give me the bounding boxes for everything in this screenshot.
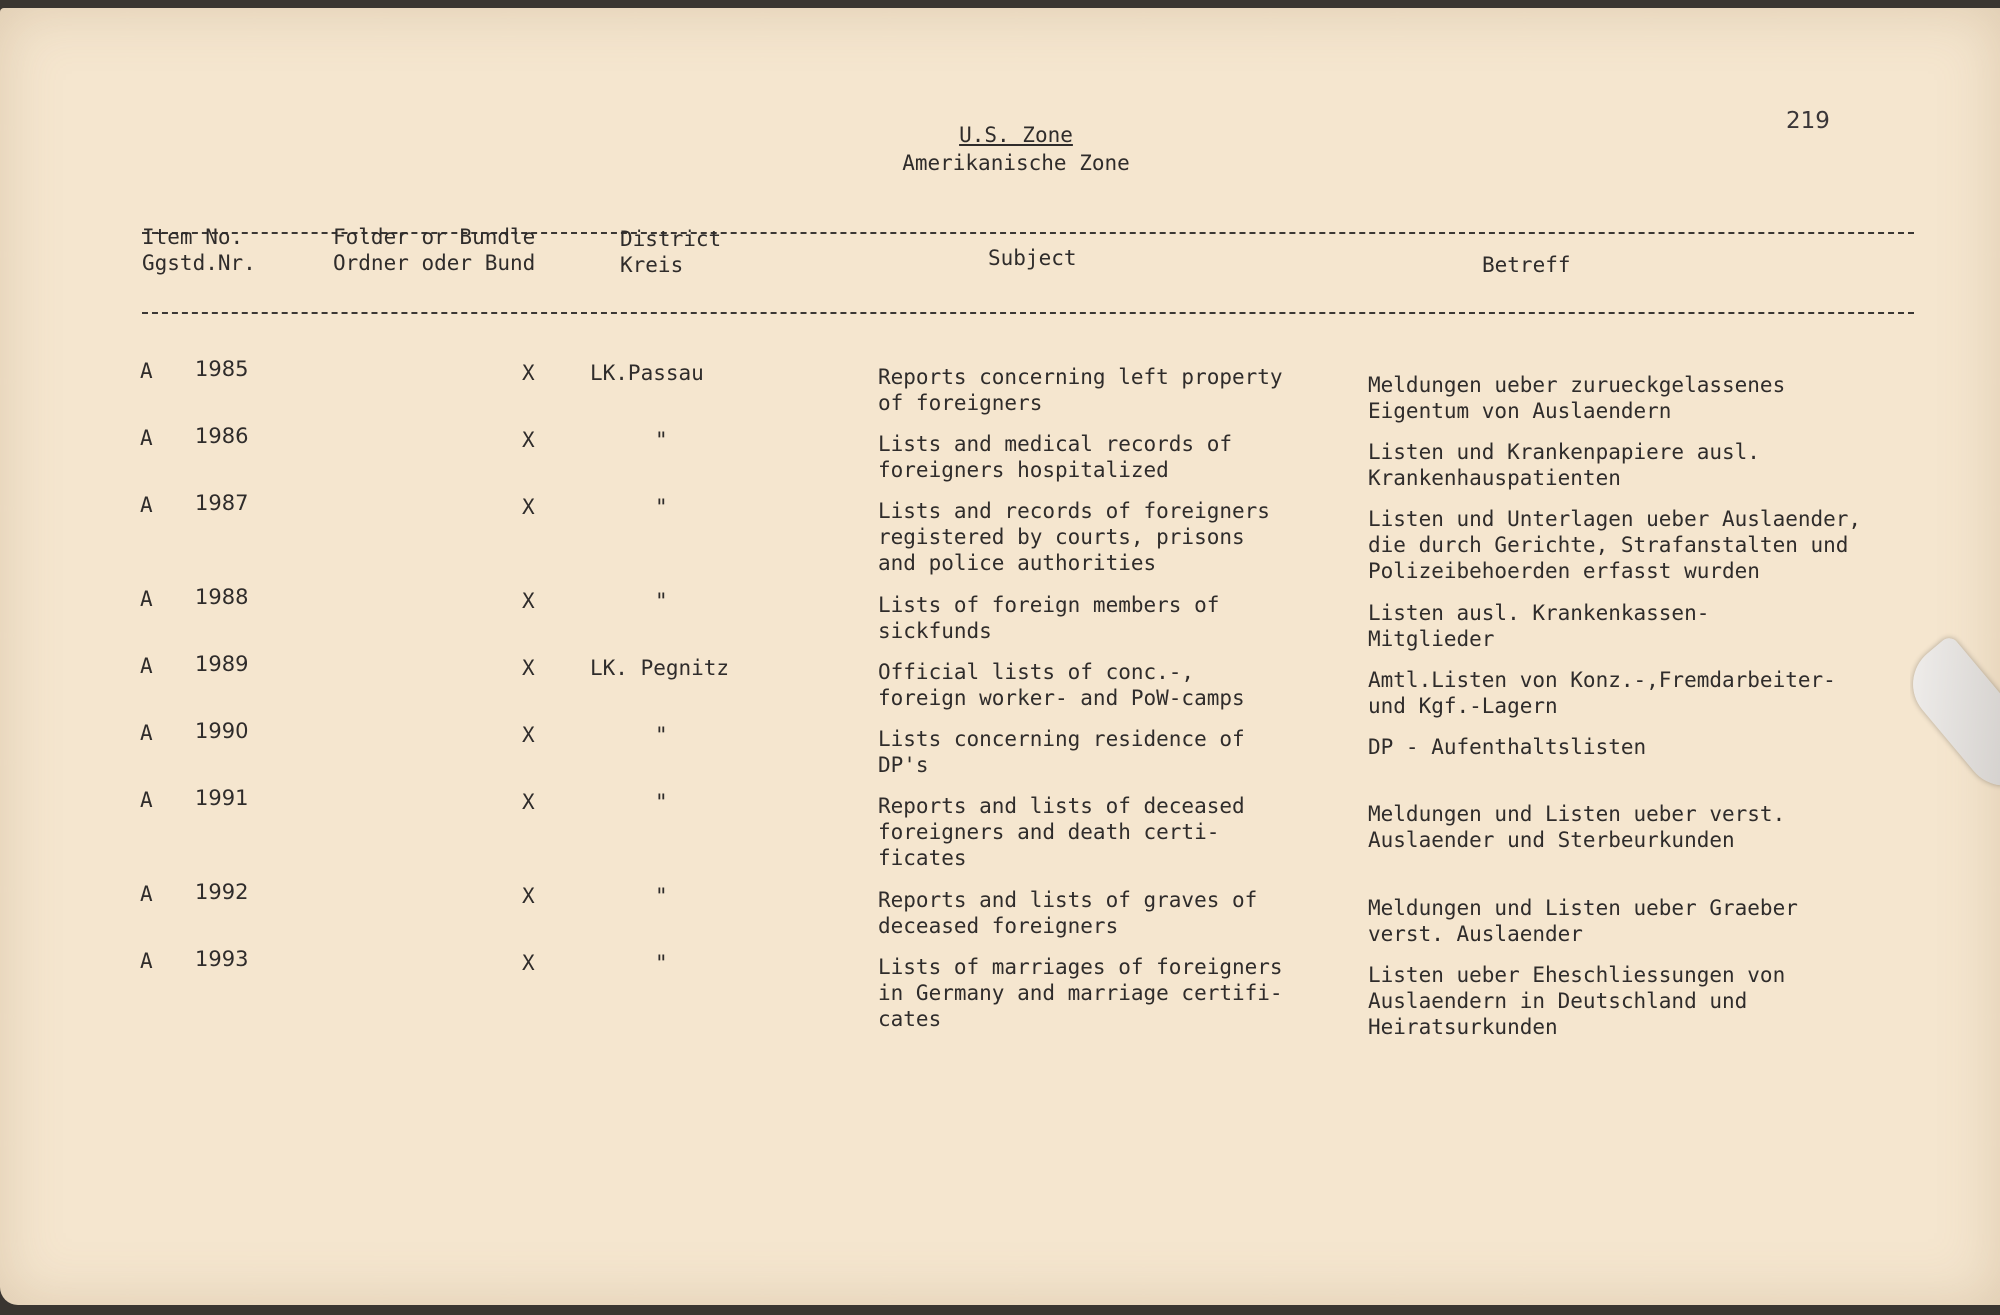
row-subject: Reports and lists of graves of deceased foreigners <box>878 888 1258 938</box>
row-prefix: A <box>140 882 153 906</box>
row-betreff: Listen und Unterlagen ueber Auslaender, die durch Gerichte, Strafanstalten und Polizeibehoerden erfasst wurden <box>1368 507 1862 583</box>
row-prefix: A <box>140 493 153 517</box>
document-page <box>0 8 2000 1305</box>
row-prefix: A <box>140 788 153 812</box>
row-district: " <box>655 790 668 814</box>
row-district: LK.Passau <box>590 361 704 385</box>
row-subject: Lists and records of foreigners registered by courts, prisons and police authorities <box>878 499 1270 575</box>
page-clip <box>1910 628 2000 798</box>
row-subject: Reports and lists of deceased foreigners and death certi- ficates <box>878 794 1245 870</box>
row-betreff: Amtl.Listen von Konz.-,Fremdarbeiter- und Kgf.-Lagern <box>1368 668 1836 718</box>
column-header-district: District Kreis <box>620 227 722 277</box>
header-rule-bottom <box>142 312 1914 314</box>
row-prefix: A <box>140 949 153 973</box>
column-header-folder: Folder or Bundle Ordner oder Bund <box>333 225 536 275</box>
page-subtitle: Amerikanische Zone <box>902 151 1130 175</box>
row-prefix: A <box>140 359 153 383</box>
row-subject: Lists and medical records of foreigners hospitalized <box>878 432 1233 482</box>
row-item-number: 1985 <box>195 357 249 381</box>
row-betreff: Listen ueber Eheschliessungen von Auslaendern in Deutschland und Heiratsurkunden <box>1368 963 1786 1039</box>
row-district: " <box>655 589 668 613</box>
row-prefix: A <box>140 721 153 745</box>
row-item-number: 1986 <box>195 424 249 448</box>
column-header-betreff: Betreff <box>1482 253 1571 277</box>
row-folder-mark: X <box>522 361 535 385</box>
row-item-number: 1993 <box>195 947 249 971</box>
row-subject: Lists of foreign members of sickfunds <box>878 593 1220 643</box>
row-item-number: 1991 <box>195 786 249 810</box>
row-folder-mark: X <box>522 656 535 680</box>
row-betreff: DP - Aufenthaltslisten <box>1368 735 1647 759</box>
page-number: 219 <box>1786 108 1830 134</box>
row-subject: Lists concerning residence of DP's <box>878 727 1245 777</box>
row-folder-mark: X <box>522 723 535 747</box>
row-subject: Reports concerning left property of foreigners <box>878 365 1283 415</box>
row-district: LK. Pegnitz <box>590 656 730 680</box>
row-betreff: Listen und Krankenpapiere ausl. Krankenhauspatienten <box>1368 440 1760 490</box>
column-header-item: Item No. Ggstd.Nr. <box>142 225 256 275</box>
row-betreff: Meldungen und Listen ueber verst. Auslaender und Sterbeurkunden <box>1368 802 1786 852</box>
row-subject: Official lists of conc.-, foreign worker- and PoW-camps <box>878 660 1245 710</box>
row-district: " <box>655 884 668 908</box>
row-district: " <box>655 951 668 975</box>
row-item-number: 1989 <box>195 652 249 676</box>
row-item-number: 1987 <box>195 491 249 515</box>
row-betreff: Listen ausl. Krankenkassen- Mitglieder <box>1368 601 1710 651</box>
row-folder-mark: X <box>522 951 535 975</box>
row-folder-mark: X <box>522 884 535 908</box>
row-folder-mark: X <box>522 428 535 452</box>
page-title: U.S. Zone <box>959 123 1073 147</box>
row-folder-mark: X <box>522 589 535 613</box>
row-folder-mark: X <box>522 790 535 814</box>
row-district: " <box>655 428 668 452</box>
row-folder-mark: X <box>522 495 535 519</box>
row-district: " <box>655 495 668 519</box>
row-district: " <box>655 723 668 747</box>
row-betreff: Meldungen und Listen ueber Graeber verst. Auslaender <box>1368 896 1798 946</box>
row-betreff: Meldungen ueber zurueckgelassenes Eigentum von Auslaendern <box>1368 373 1786 423</box>
row-item-number: 1990 <box>195 719 249 743</box>
row-item-number: 1992 <box>195 880 249 904</box>
row-subject: Lists of marriages of foreigners in Germany and marriage certifi- cates <box>878 955 1283 1031</box>
row-prefix: A <box>140 426 153 450</box>
column-header-subject: Subject <box>988 246 1077 270</box>
row-item-number: 1988 <box>195 585 249 609</box>
row-prefix: A <box>140 654 153 678</box>
row-prefix: A <box>140 587 153 611</box>
